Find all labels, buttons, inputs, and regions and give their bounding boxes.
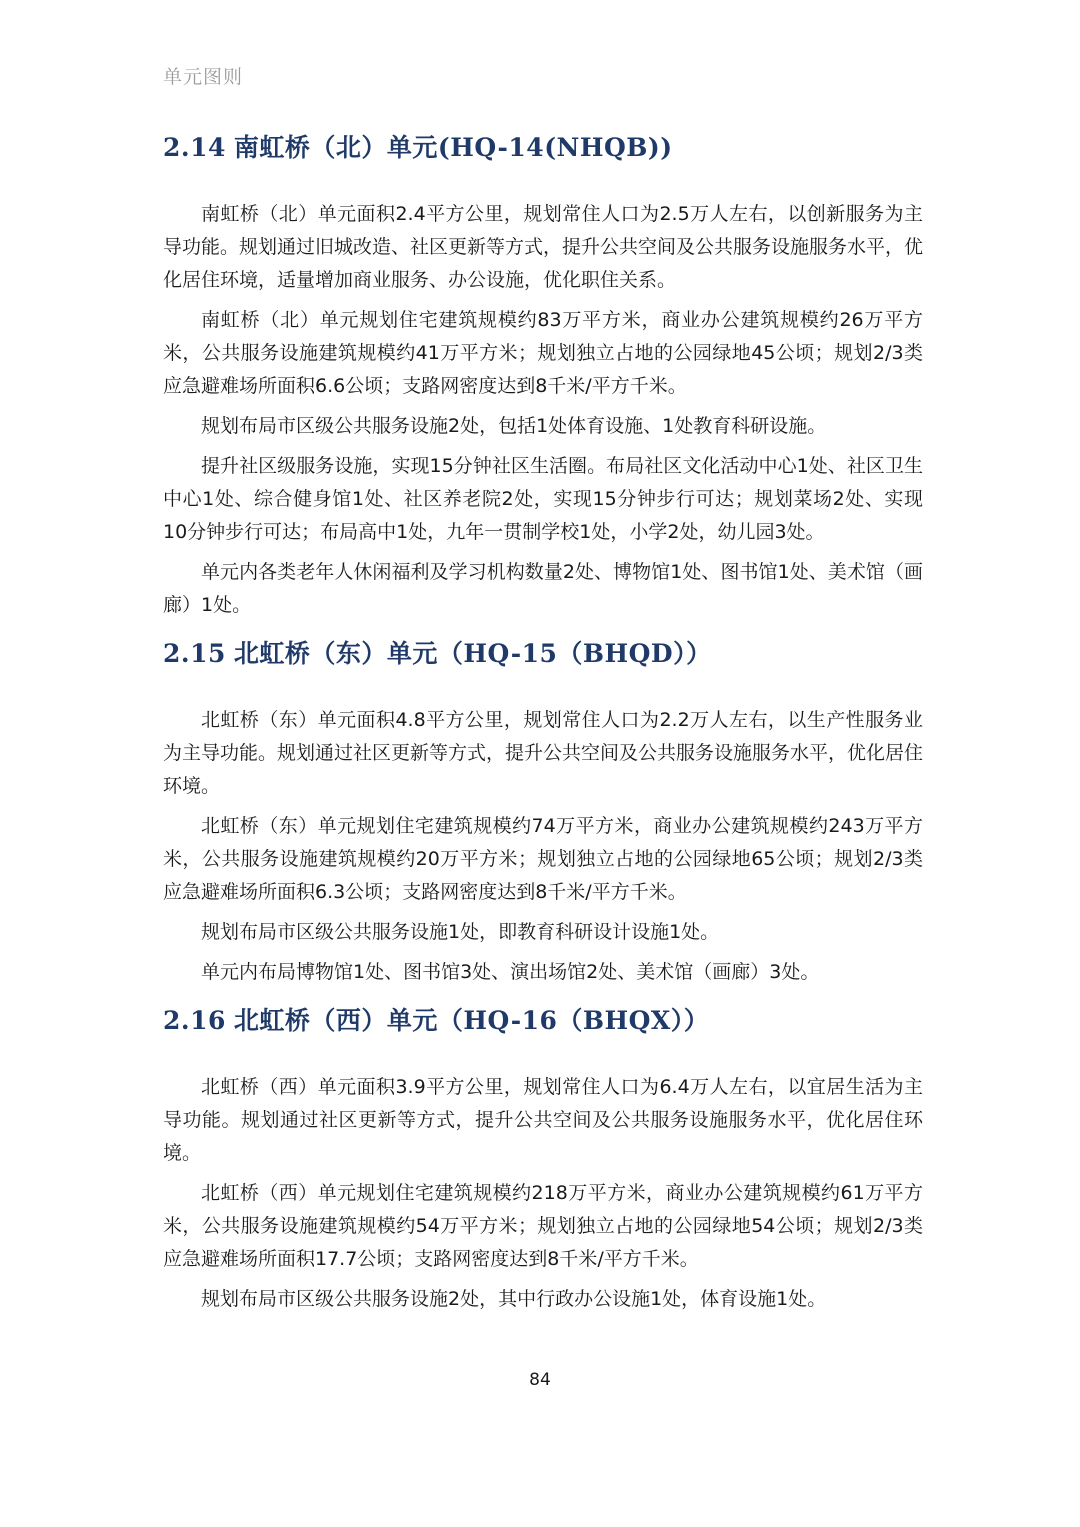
section-number: 2.15 <box>163 639 226 668</box>
section-title-text: 南虹桥（北）单元(HQ-14(NHQB)) <box>233 133 673 162</box>
section-2-14 <box>163 128 923 622</box>
paragraph: 南虹桥（北）单元面积2.4平方公里，规划常住人口为2.5万人左右，以创新服务为主导功能。规划通过旧城改造、社区更新等方式，提升公共空间及公共服务设施服务水平，优化居住环境，适量增加商业服务、办公设施，优化职住关系。 <box>163 203 924 291</box>
paragraph: 规划布局市区级公共服务设施1处，即教育科研设计设施1处。 <box>201 921 720 943</box>
section-2-15 <box>163 634 923 989</box>
running-header: 单元图则 <box>163 66 244 88</box>
section-number: 2.16 <box>163 1006 226 1035</box>
section-title-text: 北虹桥（东）单元（HQ-15（BHQD）） <box>233 639 712 668</box>
paragraph: 提升社区级服务设施，实现15分钟社区生活圈。布局社区文化活动中心1处、社区卫生中心1处、综合健身馆1处、社区养老院2处，实现15分钟步行可达；规划菜场2处、实现10分钟步行可达；布局高中1处，九年一贯制学校1处，小学2处，幼儿园3处。 <box>163 455 923 543</box>
paragraph: 规划布局市区级公共服务设施2处，包括1处体育设施、1处教育科研设施。 <box>201 415 827 437</box>
paragraph: 北虹桥（东）单元规划住宅建筑规模约74万平方米，商业办公建筑规模约243万平方米，公共服务设施建筑规模约20万平方米；规划独立占地的公园绿地65公顷；规划2/3类应急避难场所面积6.3公顷；支路网密度达到8千米/平方千米。 <box>163 815 923 903</box>
paragraph: 单元内各类老年人休闲福利及学习机构数量2处、博物馆1处、图书馆1处、美术馆（画廊）1处。 <box>163 561 923 616</box>
paragraph: 北虹桥（东）单元面积4.8平方公里，规划常住人口为2.2万人左右，以生产性服务业为主导功能。规划通过社区更新等方式，提升公共空间及公共服务设施服务水平，优化居住环境。 <box>163 709 924 797</box>
section-title <box>163 128 923 168</box>
section-2-16 <box>163 1001 923 1316</box>
section-title <box>163 634 923 674</box>
section-number: 2.14 <box>163 133 226 162</box>
page-number: 84 <box>529 1370 551 1390</box>
paragraph: 南虹桥（北）单元规划住宅建筑规模约83万平方米，商业办公建筑规模约26万平方米，公共服务设施建筑规模约41万平方米；规划独立占地的公园绿地45公顷；规划2/3类应急避难场所面积6.6公顷；支路网密度达到8千米/平方千米。 <box>163 309 923 397</box>
paragraph: 北虹桥（西）单元面积3.9平方公里，规划常住人口为6.4万人左右，以宜居生活为主导功能。规划通过社区更新等方式，提升公共空间及公共服务设施服务水平，优化居住环境。 <box>163 1076 923 1164</box>
section-title <box>163 1001 923 1041</box>
section-title-text: 北虹桥（西）单元（HQ-16（BHQX）） <box>233 1006 710 1035</box>
document-body <box>163 128 923 1328</box>
paragraph: 北虹桥（西）单元规划住宅建筑规模约218万平方米，商业办公建筑规模约61万平方米，公共服务设施建筑规模约54万平方米；规划独立占地的公园绿地54公顷；规划2/3类应急避难场所面积17.7公顷；支路网密度达到8千米/平方千米。 <box>163 1182 923 1270</box>
paragraph: 单元内布局博物馆1处、图书馆3处、演出场馆2处、美术馆（画廊）3处。 <box>201 961 820 983</box>
paragraph: 规划布局市区级公共服务设施2处，其中行政办公设施1处，体育设施1处。 <box>201 1288 827 1310</box>
